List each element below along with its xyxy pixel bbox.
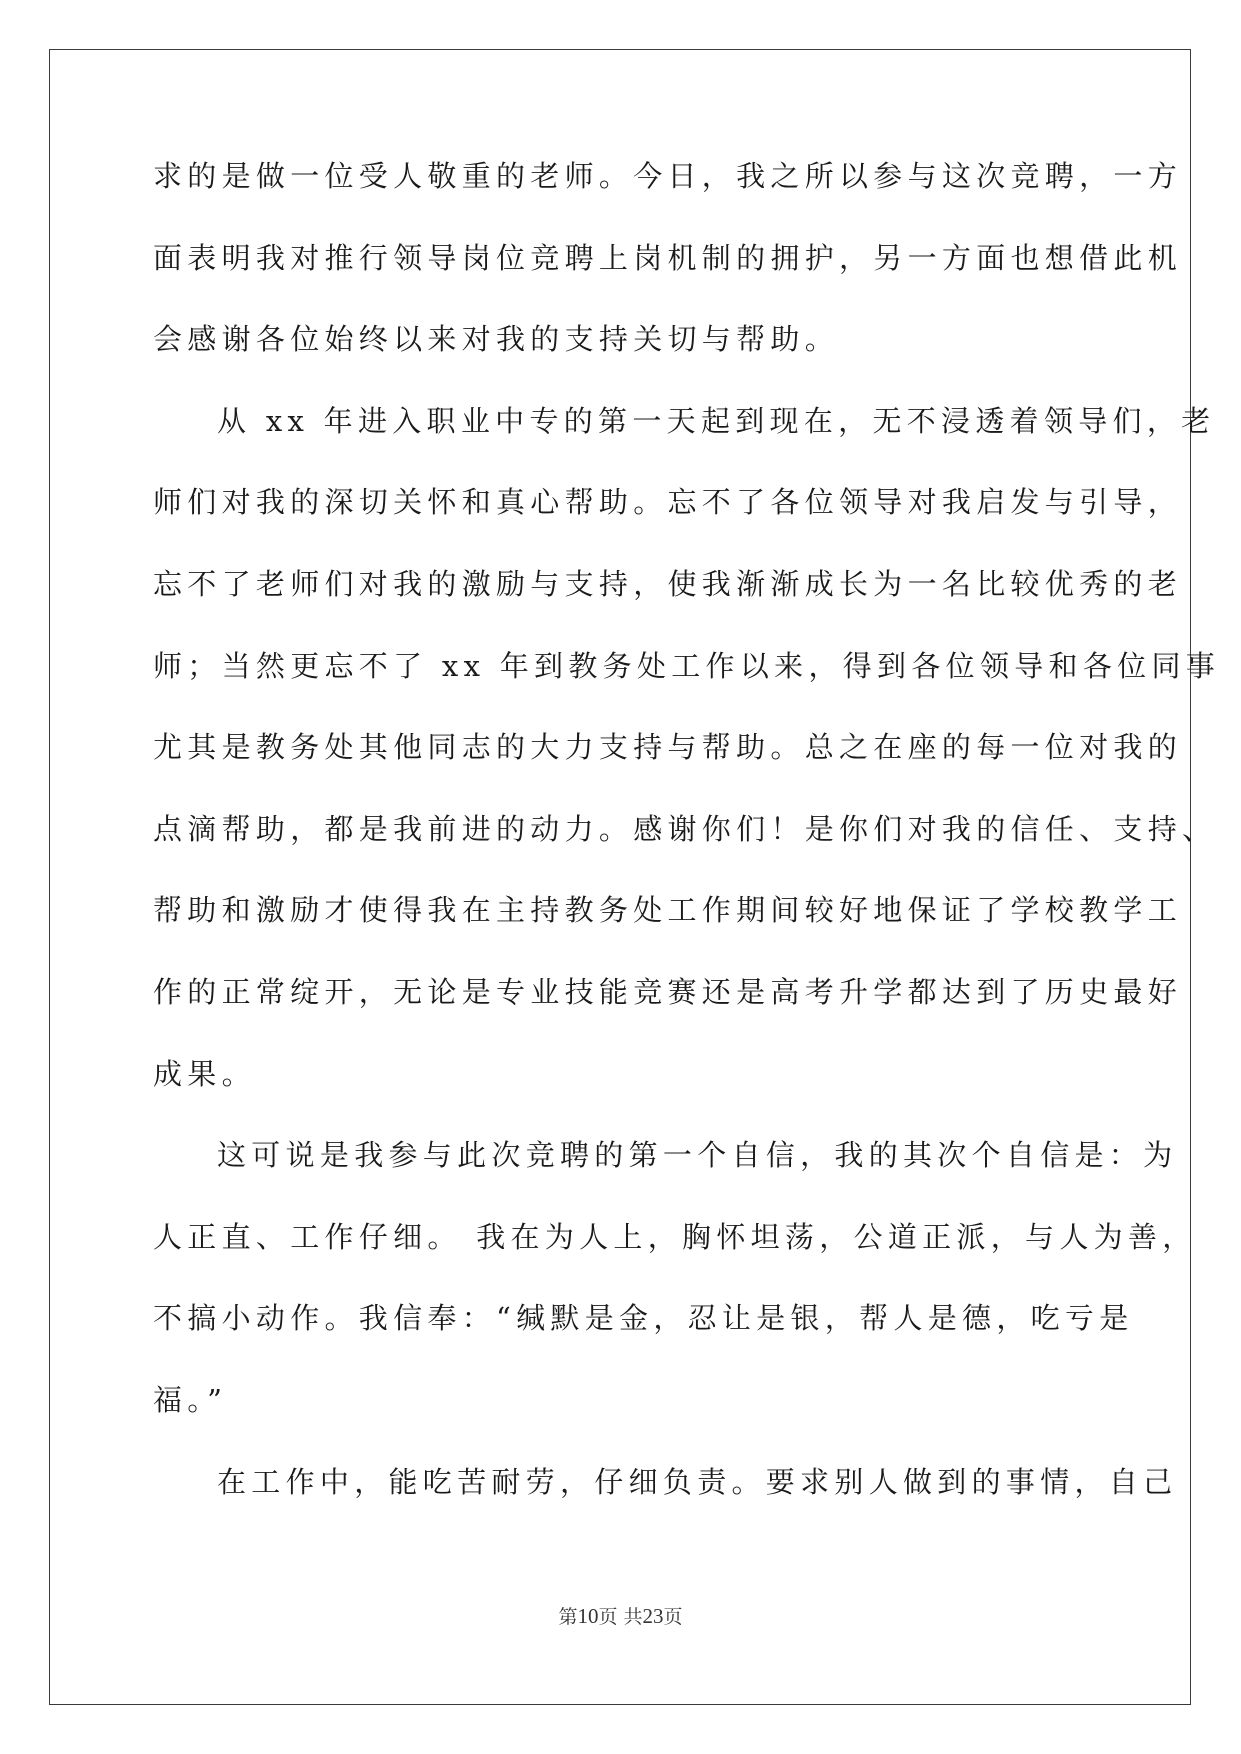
text-line: 作的正常绽开，无论是专业技能竞赛还是高考升学都达到了历史最好	[153, 974, 1183, 1009]
paragraph-start-line: 这可说是我参与此次竞聘的第一个自信，我的其次个自信是：为	[217, 1138, 1178, 1173]
text-line: 不搞小动作。我信奉：“缄默是金，忍让是银，帮人是德，吃亏是	[153, 1301, 1134, 1336]
total-pages-number: 23	[642, 1604, 664, 1628]
text-line: 尤其是教务处其他同志的大力支持与帮助。总之在座的每一位对我的	[153, 730, 1183, 765]
page-footer	[0, 1602, 1241, 1629]
page-mid-text: 页 共	[598, 1606, 643, 1628]
text-line: 帮助和激励才使得我在主持教务处工作期间较好地保证了学校教学工	[153, 893, 1183, 928]
text-line: 面表明我对推行领导岗位竞聘上岗机制的拥护，另一方面也想借此机	[153, 240, 1183, 275]
text-line: 会感谢各位始终以来对我的支持关切与帮助。	[153, 322, 840, 357]
text-line: 人正直、工作仔细。 我在为人上，胸怀坦荡，公道正派，与人为善，	[153, 1219, 1197, 1254]
page-prefix: 第	[558, 1606, 578, 1628]
paragraph-start-line: 从 xx 年进入职业中专的第一天起到现在，无不浸透着领导们，老	[217, 403, 1216, 438]
text-line: 师；当然更忘不了 xx 年到教务处工作以来，得到各位领导和各位同事	[153, 648, 1221, 683]
text-line: 求的是做一位受人敬重的老师。今日，我之所以参与这次竞聘，一方	[153, 159, 1183, 193]
text-line: 师们对我的深切关怀和真心帮助。忘不了各位领导对我启发与引导，	[153, 485, 1183, 520]
text-line: 点滴帮助，都是我前进的动力。感谢你们！是你们对我的信任、支持、	[153, 811, 1217, 846]
current-page-number: 10	[577, 1604, 599, 1628]
text-line: 成果。	[153, 1056, 256, 1091]
paragraph-start-line: 在工作中，能吃苦耐劳，仔细负责。要求别人做到的事情，自己	[217, 1464, 1178, 1499]
document-body	[153, 158, 1221, 1545]
page-suffix: 页	[663, 1606, 683, 1628]
text-line: 忘不了老师们对我的激励与支持，使我渐渐成长为一名比较优秀的老	[153, 566, 1183, 601]
text-line: 福。”	[153, 1382, 228, 1417]
